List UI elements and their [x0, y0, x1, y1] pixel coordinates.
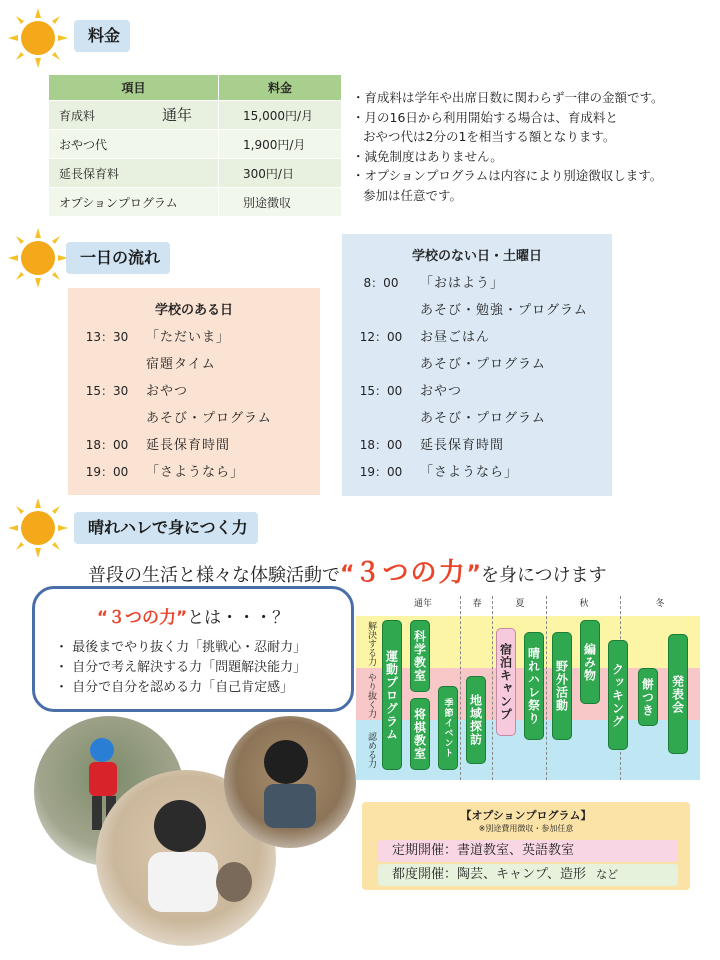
activity-local-explore: 地域探訪 — [466, 676, 486, 764]
list-item: ・ 自分で考え解決する力「問題解決能力」 — [55, 660, 307, 675]
season-label: 冬 — [655, 599, 665, 609]
section-title-daily: 一日の流れ — [66, 242, 170, 274]
activity-shogi: 将棋教室 — [410, 698, 430, 770]
sun-icon — [6, 496, 70, 560]
no-school-day-schedule — [342, 234, 612, 496]
option-regular: 定期開催：書道教室、英語教室 — [378, 840, 678, 862]
school-day-schedule — [68, 288, 320, 495]
list-item: あそび・プログラム — [420, 357, 546, 372]
three-powers-title: “３つの力”とは・・・？ — [96, 608, 290, 628]
divider — [460, 596, 461, 780]
activity-cooking: クッキング — [608, 640, 628, 750]
list-item: 19：00 「さようなら」 — [359, 465, 519, 480]
divider — [492, 596, 493, 780]
list-item: 18：00 延長保育時間 — [359, 438, 505, 453]
list-item: 8：00 「おはよう」 — [363, 276, 505, 291]
activity-recital: 発表会 — [668, 634, 688, 754]
activity-exercise: 運動プログラム — [382, 620, 402, 770]
fees-table — [48, 74, 342, 217]
list-item: ・ 自分で自分を認める力「自己肯定感」 — [55, 680, 294, 695]
season-label: 春 — [472, 599, 482, 609]
divider — [546, 596, 547, 780]
table-row: 育成料 15,000円/月 — [49, 101, 342, 130]
list-item: 15：30 おやつ — [85, 384, 189, 399]
option-occasional: 都度開催：陶芸、キャンプ、造形 など — [378, 864, 678, 886]
list-item: ・ 最後までやり抜く力「挑戦心・忍耐力」 — [55, 640, 307, 655]
activity-festival: 晴れハレ祭り — [524, 632, 544, 740]
fees-header-item: 項目 — [49, 75, 219, 101]
activity-chart — [356, 596, 700, 780]
activity-outdoor: 野外活動 — [552, 632, 572, 740]
list-item: 宿題タイム — [146, 357, 216, 372]
season-label: 通年 — [413, 599, 432, 609]
skills-headline: 普段の生活と様々な体験活動で“３つの力”を身につけます — [88, 558, 607, 588]
section-title-skills: 晴れハレで身につく力 — [74, 512, 258, 544]
list-item: 19：00 「さようなら」 — [85, 465, 245, 480]
list-item: あそび・プログラム — [146, 411, 272, 426]
option-program-title: 【オプションプログラム】 — [460, 809, 592, 822]
activity-camp: 宿泊キャンプ — [496, 628, 516, 736]
activity-seasonal-event: 季節イベント — [438, 686, 458, 770]
three-powers-box — [32, 586, 354, 712]
activity-science: 科学教室 — [410, 620, 430, 692]
option-program-note: ※別途費用徴収・参加任意 — [478, 824, 574, 833]
tsuunen-label: 通年 — [162, 106, 193, 124]
activity-mochitsuki: 餅つき — [638, 668, 658, 726]
sun-icon — [6, 226, 70, 290]
section-title-fees: 料金 — [74, 20, 130, 52]
band-label-solve: 解決する力 — [366, 620, 376, 666]
list-item: 13：30 「ただいま」 — [85, 330, 231, 345]
season-label: 秋 — [579, 599, 589, 609]
season-label: 夏 — [515, 599, 525, 609]
school-day-title: 学校のある日 — [154, 303, 233, 318]
table-row: オプションプログラム 別途徴収 — [49, 188, 342, 217]
no-school-day-title: 学校のない日・土曜日 — [411, 249, 542, 264]
fee-notes: ・育成料は学年や出席日数に関わらず一律の金額です。 ・月の16日から利用開始する場合は、育成料と おやつ代は2分の1を相当する額となります。 ・減免制度はありません。 ・オプションプログラムは内容により別途徴収します。 参加は任意です。 — [352, 90, 664, 203]
activity-knitting: 編み物 — [580, 620, 600, 704]
band-label-accept: 認める力 — [366, 732, 376, 768]
list-item: 18：00 延長保育時間 — [85, 438, 231, 453]
list-item: 12：00 お昼ごはん — [359, 330, 491, 345]
table-row: おやつ代 1,900円/月 — [49, 130, 342, 159]
option-program-box — [362, 802, 690, 890]
band-label-persist: やり抜く力 — [366, 672, 376, 718]
fees-header-price: 料金 — [219, 75, 342, 101]
sun-icon — [6, 6, 70, 70]
list-item: あそび・勉強・プログラム — [420, 303, 588, 318]
table-row: 延長保育料 300円/日 — [49, 159, 342, 188]
photo-homework — [224, 716, 356, 848]
list-item: あそび・プログラム — [420, 411, 546, 426]
list-item: 15：00 おやつ — [359, 384, 463, 399]
